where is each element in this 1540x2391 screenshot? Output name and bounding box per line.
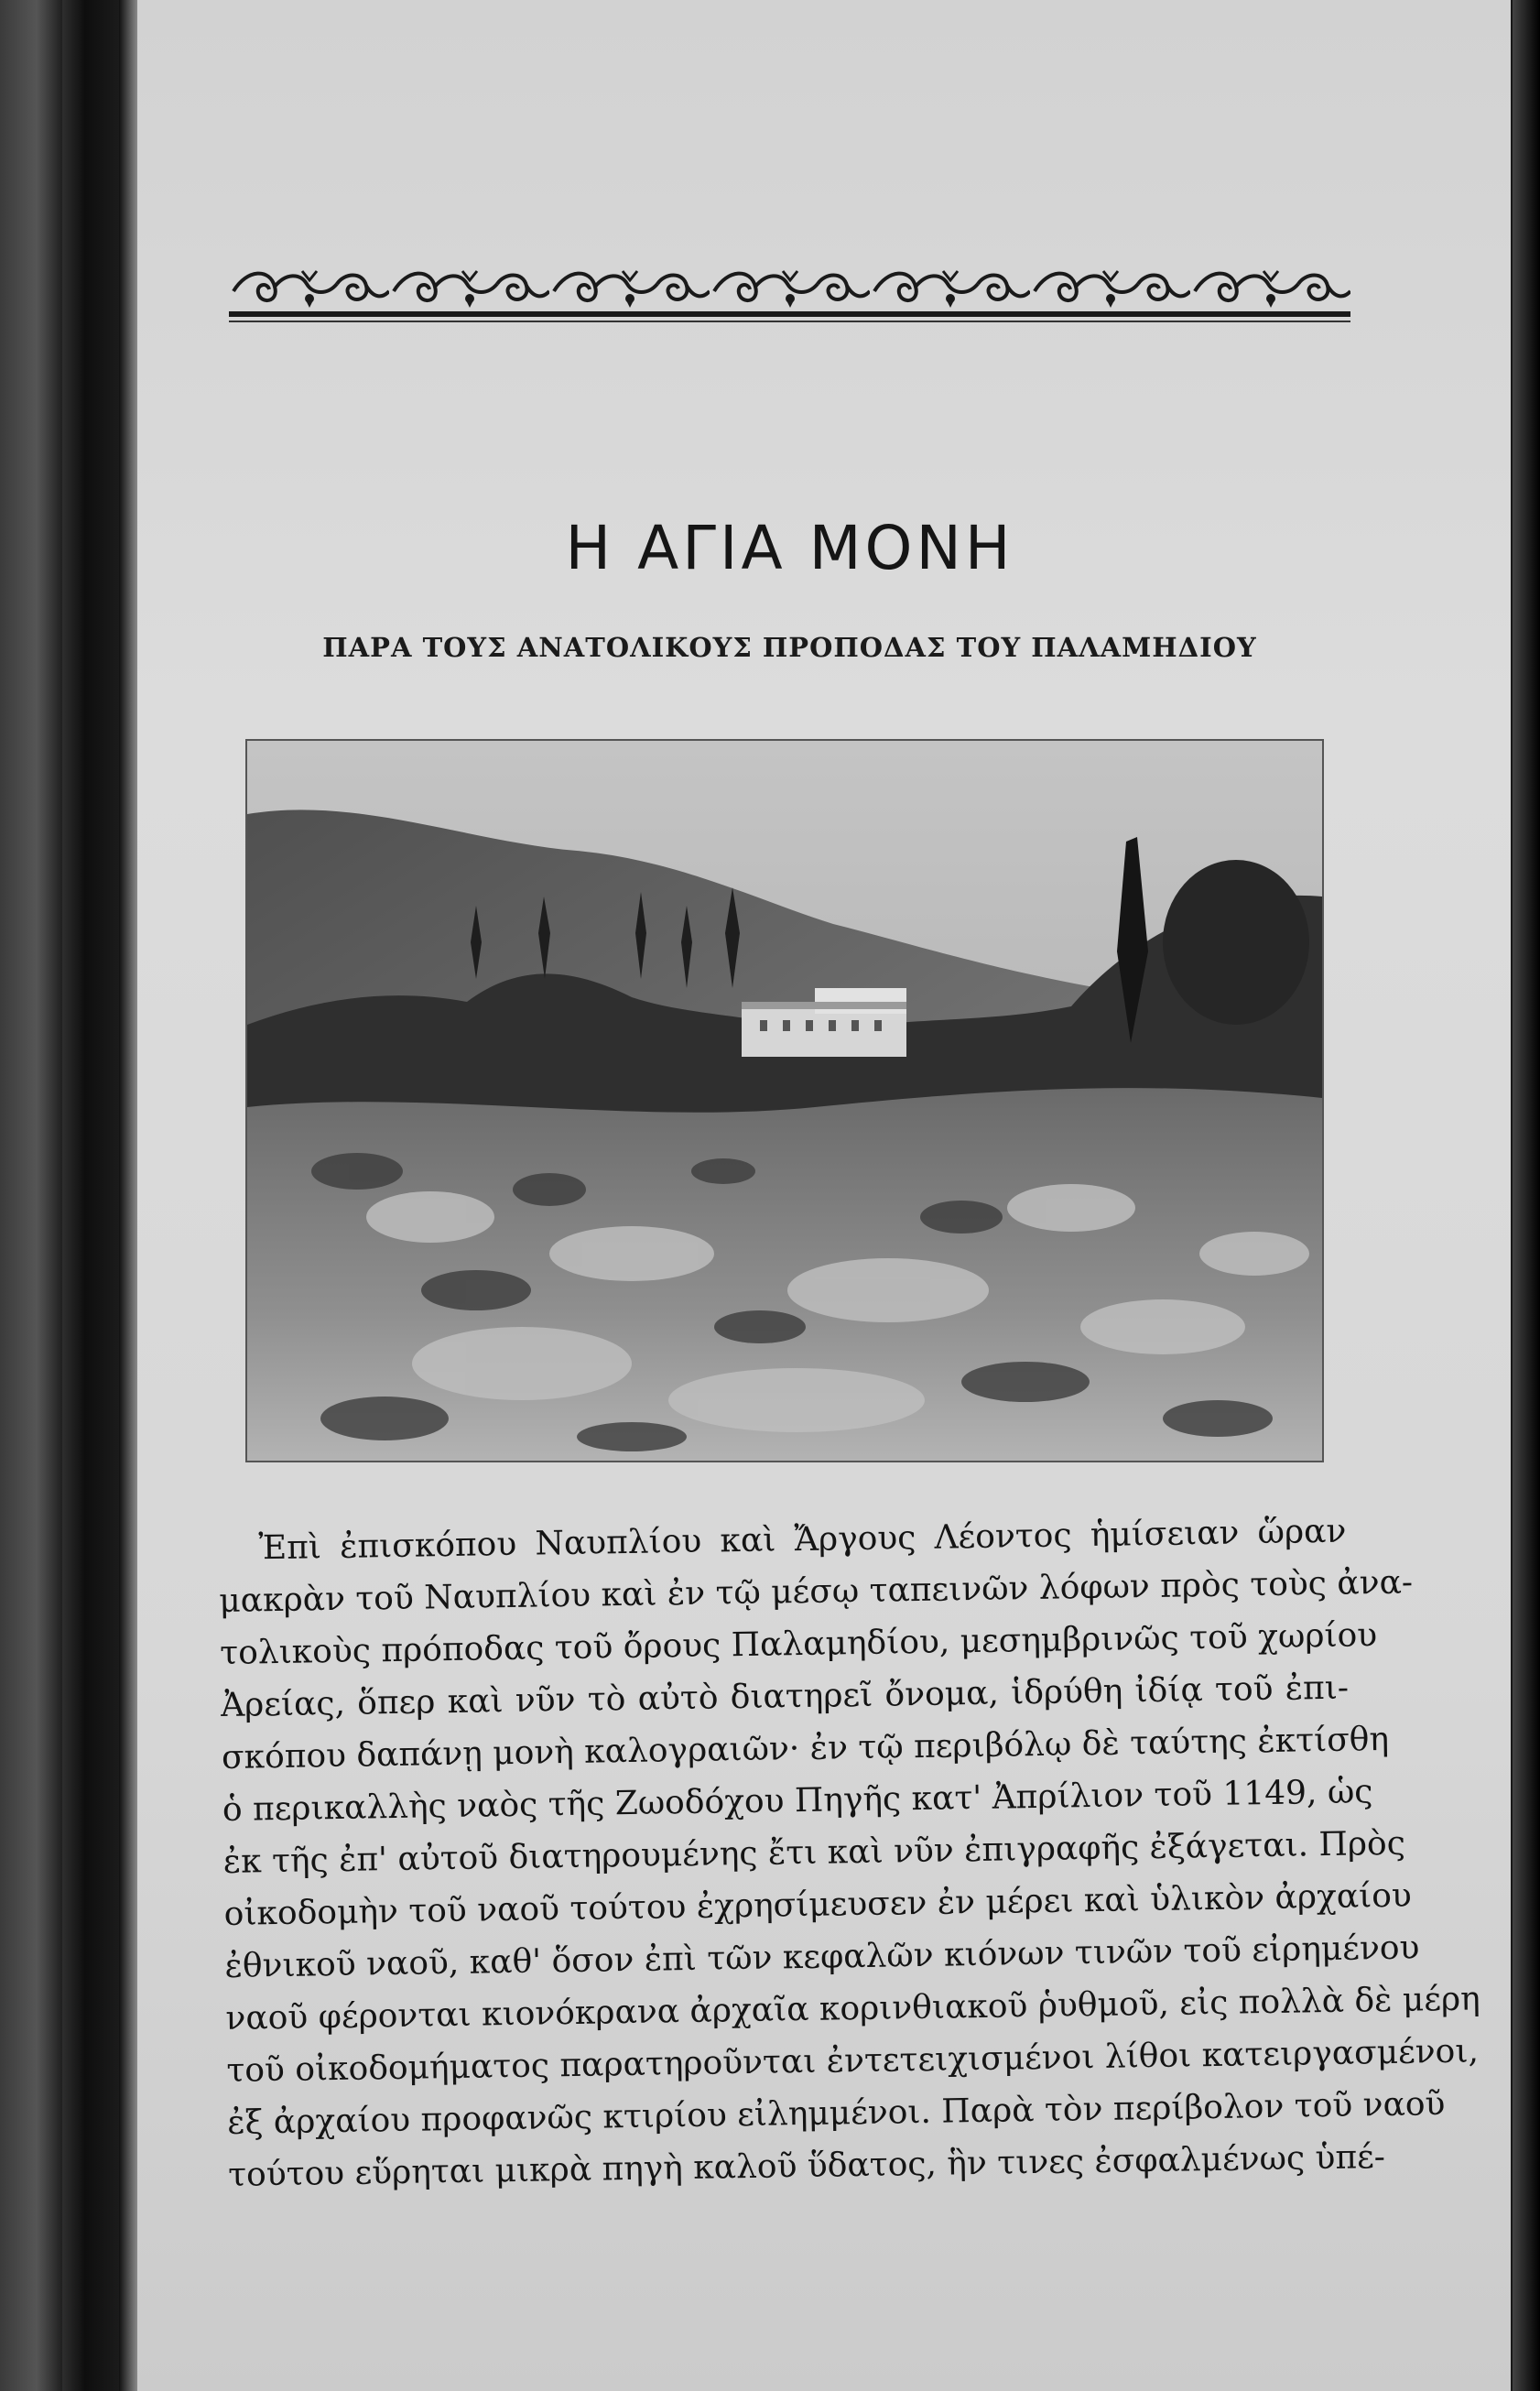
body-line: Ἐπὶ ἐπισκόπου Ναυπλίου καὶ Ἄργους Λέοντος ἡμίσειαν ὥραν (258, 1512, 1347, 1568)
body-line: ναοῦ φέρονται κιονόκρανα ἀρχαῖα κορινθιακοῦ ῥυθμοῦ, εἰς πολλὰ δὲ μέρη (225, 1980, 1480, 2038)
body-line: τοῦ οἰκοδομήματος παρατηροῦνται ἐντετειχισμένοι λίθοι κατειργασμένοι, (226, 2032, 1480, 2090)
body-line: Ἀρείας, ὅπερ καὶ νῦν τὸ αὐτὸ διατηρεῖ ὄνομα, ἱδρύθη ἰδίᾳ τοῦ ἐπι- (220, 1668, 1350, 1724)
monastery-landscape-icon (247, 741, 1322, 1461)
body-text (218, 1505, 1480, 2201)
ornamental-border-icon (229, 264, 1350, 328)
page-edge-shadow (1513, 0, 1540, 2391)
body-line: μακρὰν τοῦ Ναυπλίου καὶ ἐν τῷ μέσῳ ταπεινῶν λόφων πρὸς τοὺς ἀνα- (219, 1563, 1414, 1620)
body-line: τούτου εὕρηται μικρὰ πηγὴ καλοῦ ὕδατος, ἣν τινες ἐσφαλμένως ὑπέ- (227, 2138, 1386, 2194)
body-line: ἐκ τῆς ἐπ' αὐτοῦ διατηρουμένης ἔτι καὶ νῦν ἐπιγραφῆς ἐξάγεται. Πρὸς (222, 1824, 1406, 1881)
page-title: Η ΑΓΙΑ ΜΟΝΗ (565, 513, 1014, 583)
body-line: οἰκοδομὴν τοῦ ναοῦ τούτου ἐχρησίμευσεν ἐν μέρει καὶ ὑλικὸν ἀρχαίου (223, 1876, 1413, 1933)
page-subtitle: ΠΑΡΑ ΤΟΥΣ ΑΝΑΤΟΛΙΚΟΥΣ ΠΡΟΠΟΔΑΣ ΤΟΥ ΠΑΛΑΜΗΔΙΟΥ (322, 632, 1257, 663)
book-gutter-shadow (62, 0, 119, 2391)
body-line: τολικοὺς πρόποδας τοῦ ὄρους Παλαμηδίου, μεσημβρινῶς τοῦ χωρίου (219, 1616, 1378, 1672)
monastery-photo (245, 739, 1324, 1462)
body-line: σκόπου δαπάνῃ μονὴ καλογραιῶν· ἐν τῷ περιβόλῳ δὲ ταύτης ἐκτίσθη (221, 1720, 1390, 1777)
body-line: ἐξ ἀρχαίου προφανῶς κτιρίου εἰλημμένοι. Παρὰ τὸν περίβολον τοῦ ναοῦ (226, 2085, 1446, 2142)
body-line: ὁ περικαλλὴς ναὸς τῆς Ζωοδόχου Πηγῆς κατ' Ἀπρίλιον τοῦ 1149, ὡς (222, 1773, 1373, 1829)
body-line: ἐθνικοῦ ναοῦ, καθ' ὅσον ἐπὶ τῶν κεφαλῶν κιόνων τινῶν τοῦ εἰρημένου (224, 1929, 1420, 1985)
